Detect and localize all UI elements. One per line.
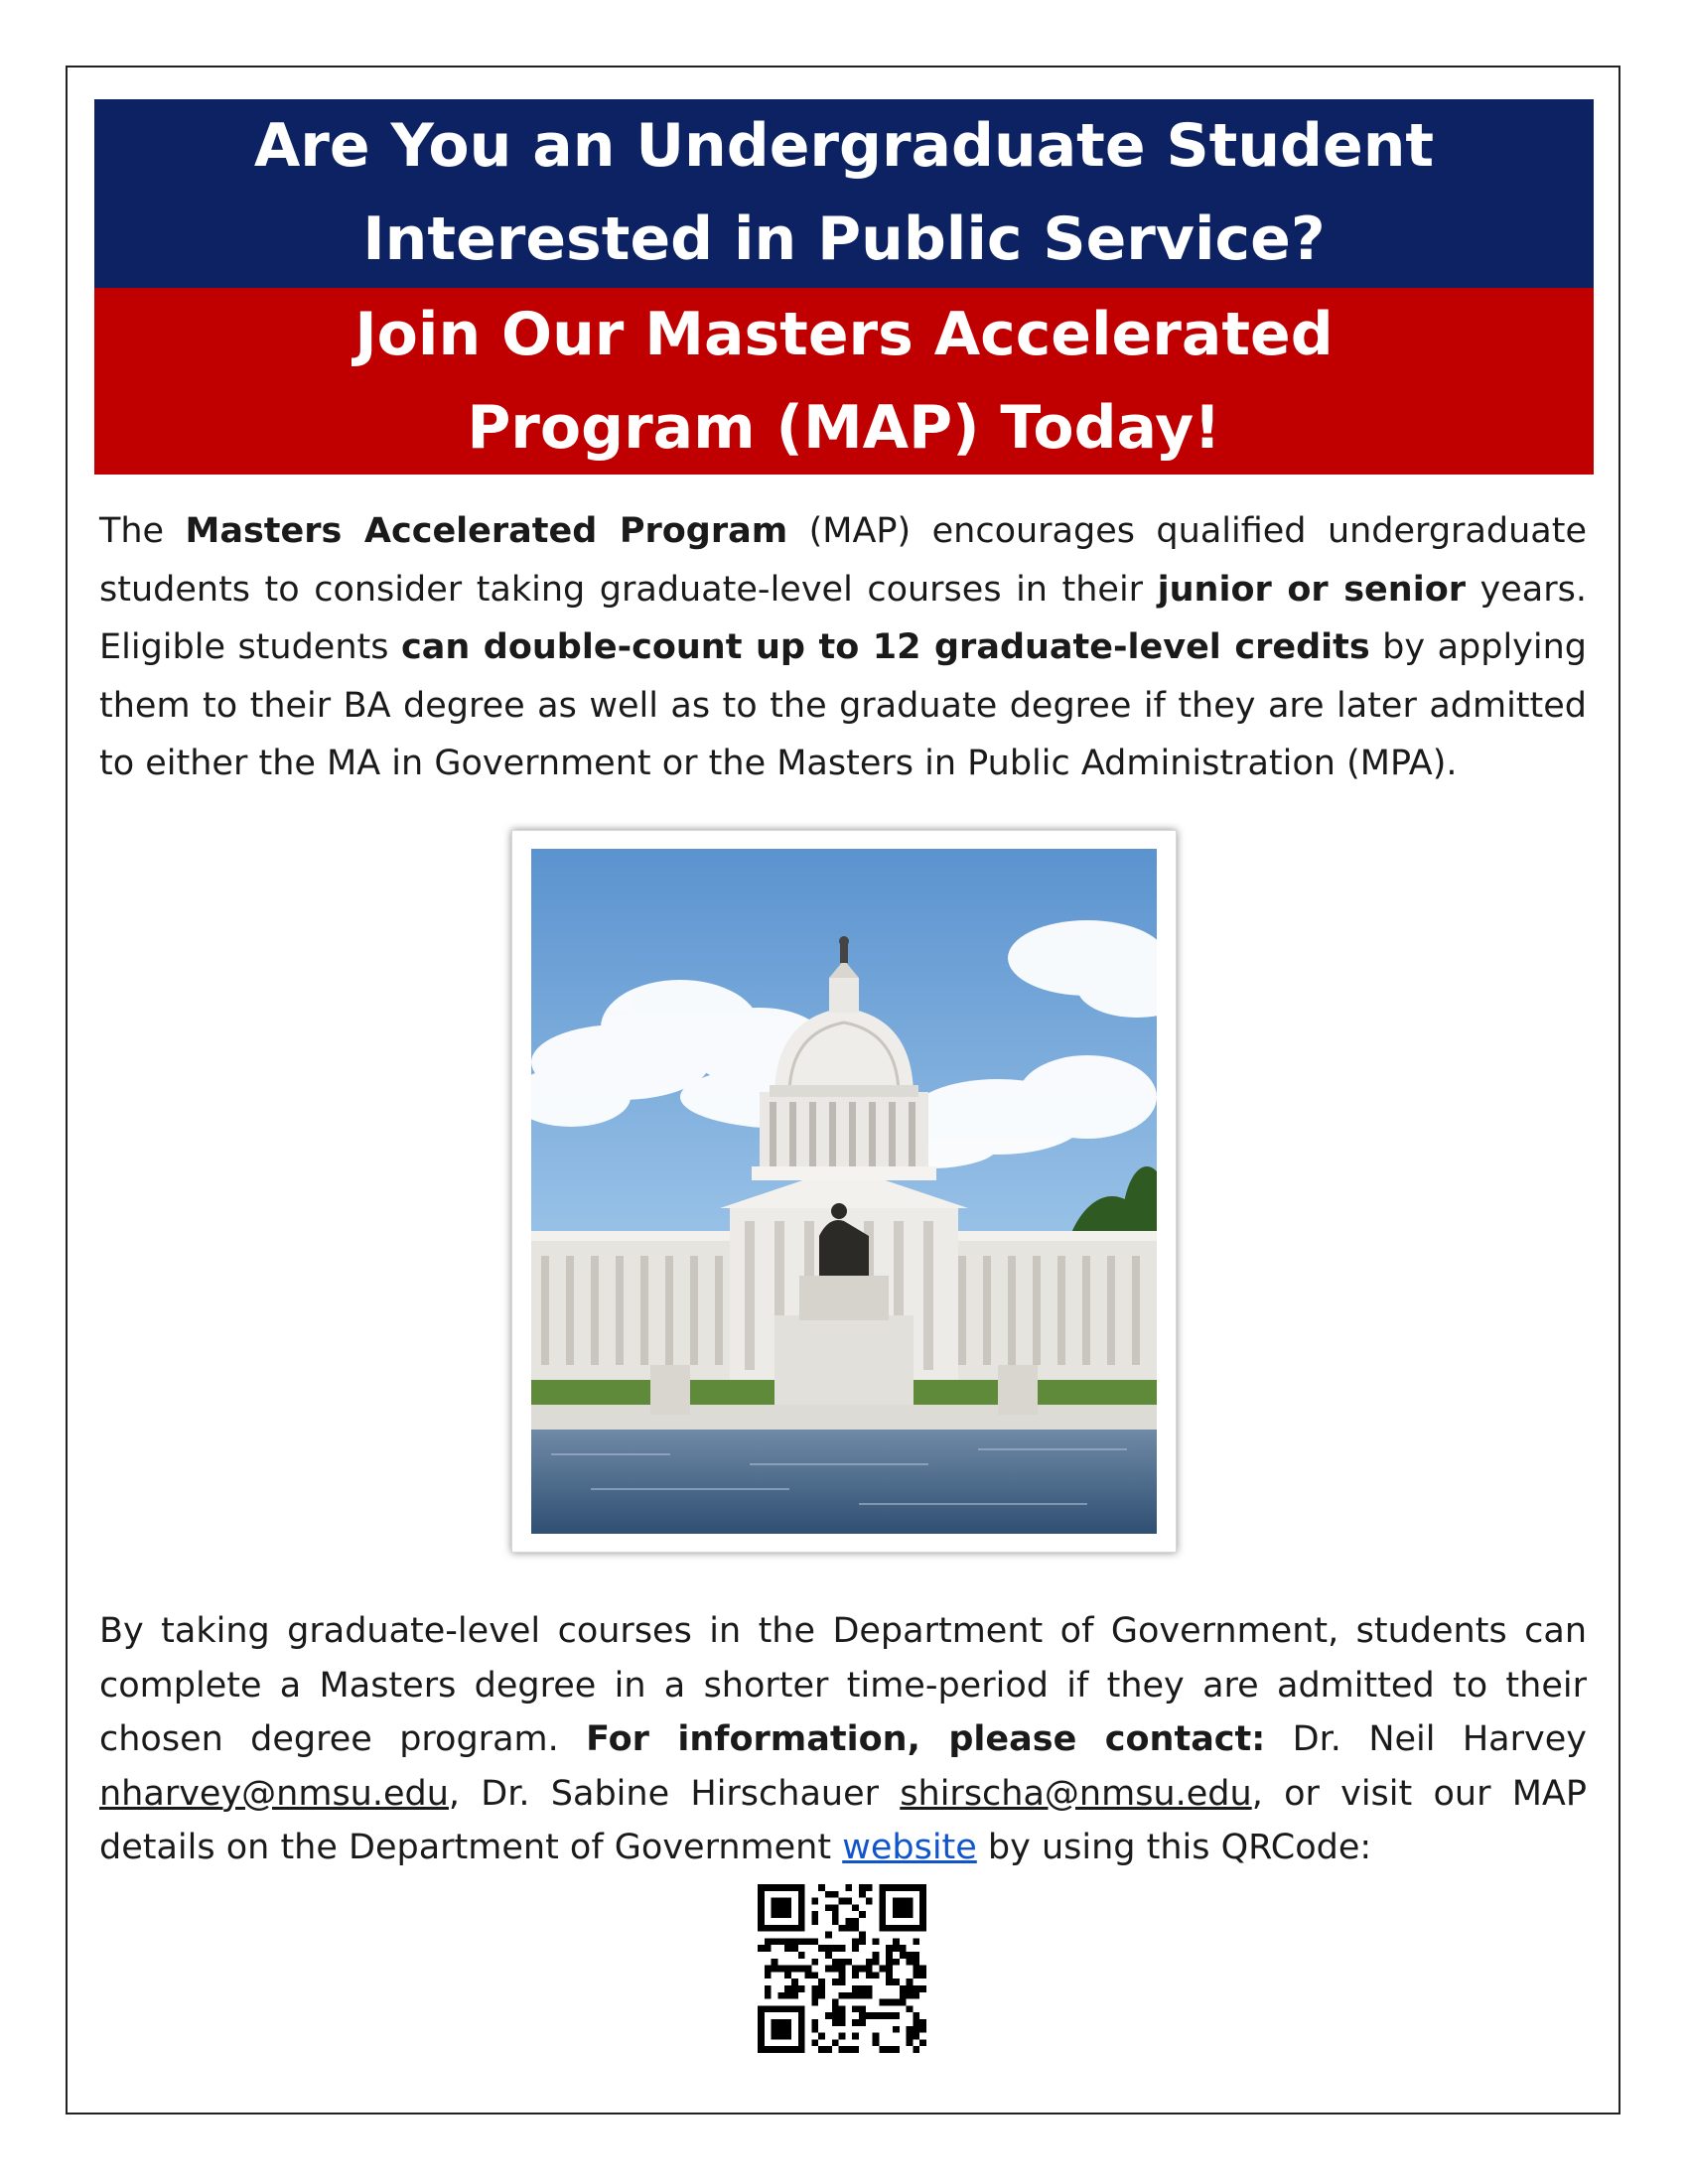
subheadline-line-1: Join Our Masters Accelerated <box>354 300 1334 369</box>
details-text: By taking graduate-level courses in the Department of Government, students can complete a Masters degree in a shorter time-period if they are admitted to their chosen degree program. <box>99 1611 1587 1759</box>
headline-banner <box>94 99 1594 288</box>
headline-line-2: Interested in Public Service? <box>362 205 1326 274</box>
details-text: , Dr. Sabine Hirschauer <box>448 1773 901 1814</box>
headline-line-1: Are You an Undergraduate Student <box>253 111 1435 181</box>
website-link[interactable]: website <box>842 1828 977 1867</box>
details-text: Dr. Neil Harvey <box>1265 1719 1587 1759</box>
subheadline-line-2: Program (MAP) Today! <box>467 393 1221 463</box>
email-link-shirscha[interactable]: shirscha@nmsu.edu <box>900 1773 1252 1814</box>
program-name: Masters Accelerated Program <box>185 511 788 551</box>
intro-text: (MAP) encourages qualified undergraduate students to consider taking graduate-level courses in their <box>99 511 1587 610</box>
intro-text: by applying them to their BA degree as well as to the graduate degree if they are later admitted to either the MA in Government or the Masters in Public Administration (MPA). <box>99 627 1588 783</box>
details-paragraph <box>99 1604 1587 1875</box>
subheadline-banner <box>94 288 1594 475</box>
email-link-nharvey[interactable]: nharvey@nmsu.edu <box>99 1773 449 1814</box>
eligible-years: junior or senior <box>1157 569 1467 610</box>
credits-highlight: can double-count up to 12 graduate-level credits <box>400 627 1370 667</box>
details-text: , or visit our MAP details on the Department of Government <box>99 1773 1587 1867</box>
us-capitol-photo-icon <box>531 849 1157 1534</box>
qr-code-icon[interactable] <box>758 1884 926 2053</box>
intro-text: years. Eligible students <box>99 569 1587 667</box>
details-text: by using this QRCode: <box>976 1828 1372 1867</box>
intro-text: The <box>99 511 186 551</box>
contact-heading: For information, please contact: <box>586 1719 1266 1759</box>
intro-paragraph <box>99 502 1587 793</box>
